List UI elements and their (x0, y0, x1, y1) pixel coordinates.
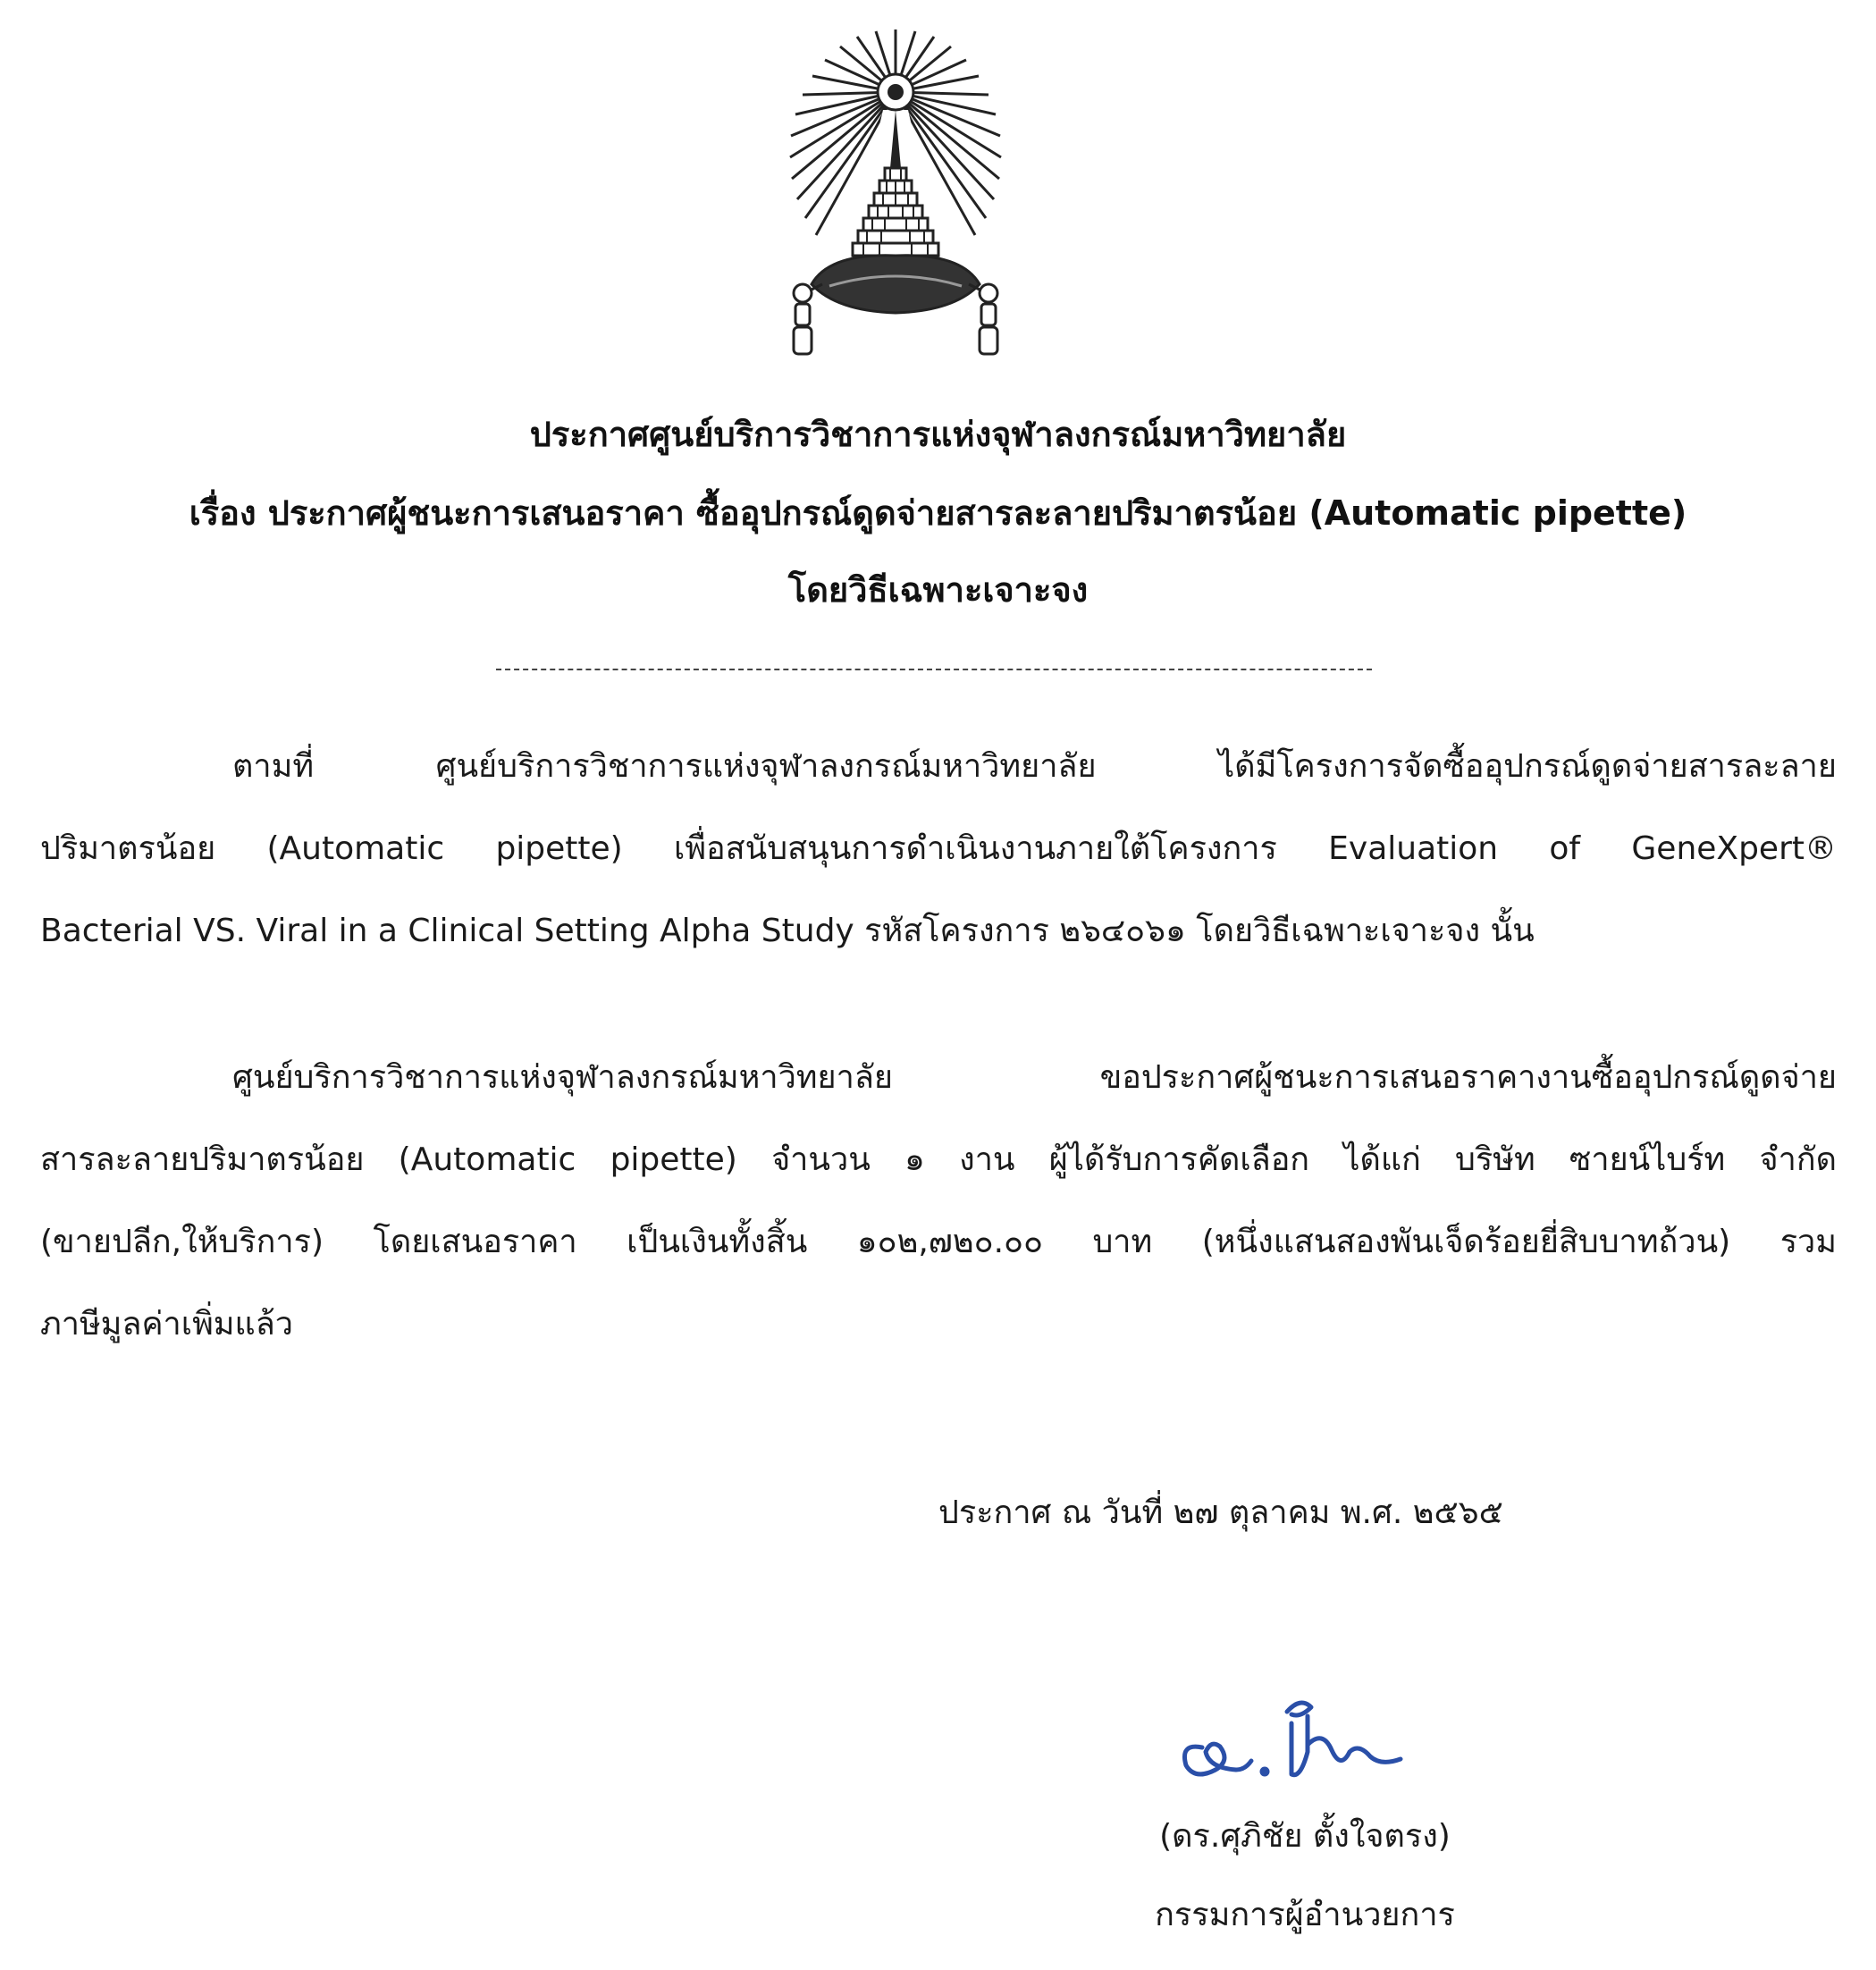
paragraph-line: ปริมาตรน้อย (Automatic pipette) เพื่อสนับสนุนการดำเนินงานภายใต้โครงการ Evaluation of GeneXpert® (40, 830, 1837, 867)
paragraph-award (40, 1037, 1837, 1366)
paragraph-line: (ขายปลีก,ให้บริการ) โดยเสนอราคา เป็นเงินทั้งสิ้น ๑๐๒,๗๒๐.๐๐ บาท (หนึ่งแสนสองพันเจ็ดร้อยยี่สิบบาทถ้วน) รวม (40, 1224, 1837, 1260)
paragraph-line: Bacterial VS. Viral in a Clinical Setting Alpha Study รหัสโครงการ ๒๖๔๐๖๑ โดยวิธีเฉพาะเจาะจง นั้น (40, 913, 1535, 949)
signatory-name: (ดร.ศุภิชัย ตั้งใจตรง) (1159, 1818, 1451, 1855)
announcement-date: ประกาศ ณ วันที่ ๒๗ ตุลาคม พ.ศ. ๒๕๖๕ (938, 1494, 1503, 1531)
signatory-title: กรรมการผู้อำนวยการ (1155, 1897, 1455, 1933)
paragraph-line: ตามที่ ศูนย์บริการวิชาการแห่งจุฬาลงกรณ์มหาวิทยาลัย ได้มีโครงการจัดซื้ออุปกรณ์ดูดจ่ายสารละลาย (232, 748, 1837, 785)
announcement-subject: เรื่อง ประกาศผู้ชนะการเสนอราคา ซื้ออุปกรณ์ดูดจ่ายสารละลายปริมาตรน้อย (Automatic pipette) (189, 493, 1687, 533)
handwritten-signature (1166, 1680, 1434, 1788)
announcement-title: ประกาศศูนย์บริการวิชาการแห่งจุฬาลงกรณ์มหาวิทยาลัย (529, 415, 1347, 454)
university-emblem-icon (776, 25, 1015, 369)
paragraph-line: สารละลายปริมาตรน้อย (Automatic pipette) จำนวน ๑ งาน ผู้ได้รับการคัดเลือก ได้แก่ บริษัท ซายน์ไบร์ท จำกัด (40, 1141, 1837, 1178)
procurement-method: โดยวิธีเฉพาะเจาะจง (787, 570, 1089, 610)
paragraph-line: ภาษีมูลค่าเพิ่มแล้ว (40, 1306, 294, 1343)
paragraph-line: ศูนย์บริการวิชาการแห่งจุฬาลงกรณ์มหาวิทยาลัย ขอประกาศผู้ชนะการเสนอราคางานซื้ออุปกรณ์ดูดจ่าย (232, 1059, 1837, 1096)
paragraph-background (40, 726, 1837, 972)
dashed-divider (496, 669, 1372, 670)
